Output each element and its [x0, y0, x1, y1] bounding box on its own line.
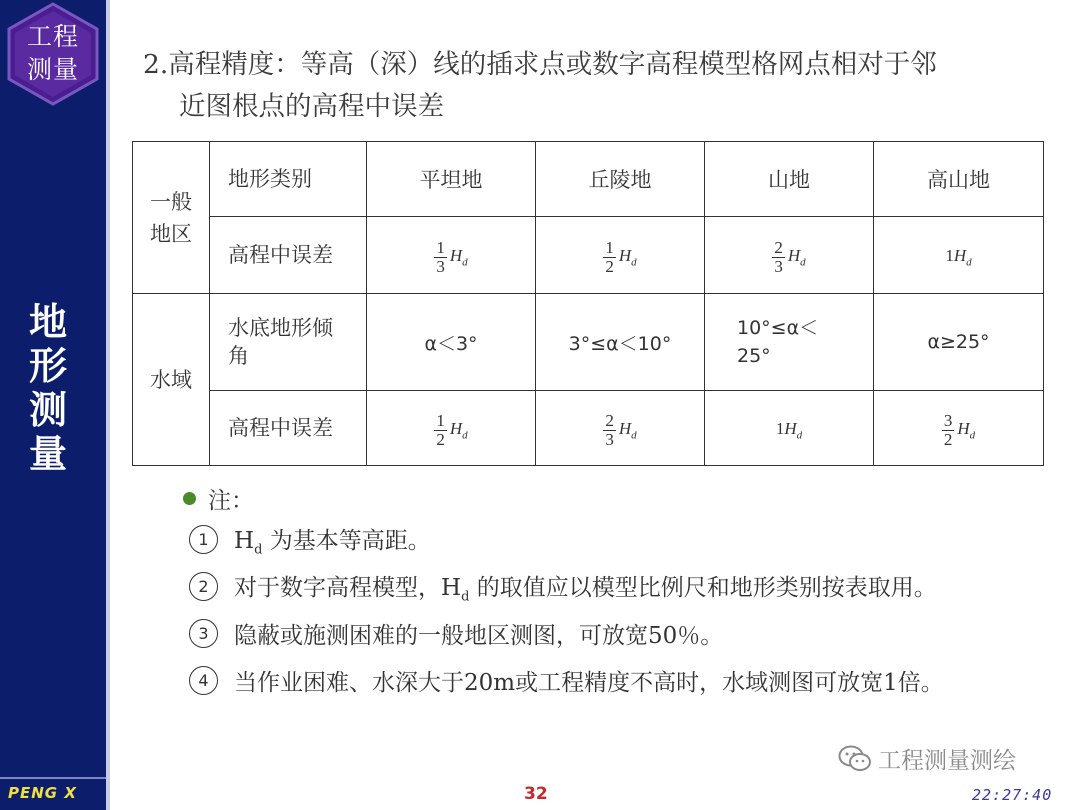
water-error-hilly: [536, 391, 705, 466]
frac-numerator: 1: [605, 238, 614, 257]
water-error-mountain: [705, 391, 874, 466]
frac-denominator: 3: [774, 257, 783, 276]
frac-numerator: 2: [605, 411, 614, 430]
h-subscript: d: [796, 429, 803, 442]
circled-number-icon: 2: [189, 572, 218, 601]
slope-high-mountain: α≥25°: [874, 294, 1044, 391]
slide-title: [143, 44, 1058, 128]
general-area-line2: 地区: [150, 221, 192, 246]
h-subscript: d: [462, 256, 468, 269]
general-area-cell: [133, 142, 210, 294]
note-item: [183, 563, 1063, 610]
general-error-hilly: [536, 217, 705, 294]
slope-flat: α＜3°: [367, 294, 536, 391]
watermark: [838, 742, 1016, 775]
terrain-type-high-mountain: 高山地: [874, 142, 1044, 217]
notes-heading: [183, 480, 1063, 516]
h-subscript: d: [966, 256, 972, 269]
notes-section: [183, 480, 1063, 704]
slope-label-line2: 角: [228, 344, 249, 368]
water-error-label: 高程中误差: [210, 391, 367, 466]
water-error-flat: [367, 391, 536, 466]
note-item: [183, 657, 1063, 704]
notes-heading-text: 注：: [208, 487, 254, 514]
general-error-flat: [367, 217, 536, 294]
frac-denominator: 2: [943, 430, 953, 449]
h-symbol: H: [618, 246, 632, 266]
general-error-high-mountain: [874, 217, 1044, 294]
frac-numerator: 2: [774, 238, 783, 257]
clock: 22:27:40: [972, 786, 1053, 804]
frac-denominator: 2: [436, 430, 445, 449]
badge-line2: 测量: [26, 55, 79, 84]
whole-coefficient: 1: [945, 245, 954, 265]
chapter-title: [18, 300, 78, 476]
terrain-type-mountain: 山地: [705, 142, 874, 217]
badge-line1: 工程: [26, 22, 79, 51]
slope-mountain-line1: 10°≤α＜: [737, 317, 819, 339]
section-badge: [6, 2, 100, 106]
note-item: [183, 610, 1063, 657]
terrain-type-label: 地形类别: [210, 142, 367, 217]
chapter-char: 测: [28, 388, 67, 432]
frac-denominator: 3: [605, 430, 614, 449]
bullet-icon: [183, 492, 196, 505]
terrain-type-flat: 平坦地: [367, 142, 536, 217]
water-error-high-mountain: [874, 391, 1044, 466]
slope-mountain: [705, 294, 874, 391]
general-area-line1: 一般: [150, 189, 192, 214]
note-item: [183, 516, 1063, 563]
chapter-char: 地: [28, 300, 67, 344]
whole-coefficient: 1: [775, 418, 785, 438]
terrain-type-hilly: 丘陵地: [536, 142, 705, 217]
frac-numerator: 1: [436, 411, 445, 430]
h-symbol: H: [957, 419, 970, 439]
h-subscript: d: [631, 256, 637, 269]
note-text: 对于数字高程模型，$H_d$ 的取值应以模型比例尺和地形类别按表取用。: [234, 574, 937, 605]
note-text: 当作业困难、水深大于20m或工程精度不高时，水域测图可放宽1倍。: [234, 670, 944, 696]
slope-hilly: 3°≤α＜10°: [536, 294, 705, 391]
h-symbol: H: [787, 246, 801, 266]
h-symbol: H: [953, 245, 967, 265]
wechat-icon: [838, 745, 872, 773]
general-error-mountain: [705, 217, 874, 294]
frac-denominator: 3: [436, 257, 445, 276]
h-symbol: H: [449, 419, 463, 439]
circled-number-icon: 3: [189, 619, 218, 648]
note-text: $H_d$ 为基本等高距。: [234, 527, 431, 558]
accuracy-table: [132, 141, 1044, 466]
slope-mountain-line2: 25°: [737, 345, 771, 367]
frac-denominator: 2: [605, 257, 614, 276]
h-symbol: H: [784, 418, 797, 438]
footer-rule: [0, 777, 106, 779]
chapter-char: 形: [28, 344, 67, 388]
h-subscript: d: [800, 256, 806, 269]
general-error-label: 高程中误差: [210, 217, 367, 294]
circled-number-icon: 1: [189, 525, 218, 554]
h-symbol: H: [449, 246, 463, 266]
frac-numerator: 1: [436, 238, 445, 257]
watermark-text: 工程测量测绘: [878, 748, 1016, 774]
title-line2: 近图根点的高程中误差: [179, 91, 444, 122]
author-label: PENG X: [8, 784, 77, 802]
chapter-char: 量: [28, 432, 67, 476]
slope-label-line1: 水底地形倾: [228, 316, 333, 340]
h-subscript: d: [969, 429, 976, 442]
water-area-cell: 水域: [133, 294, 210, 466]
h-subscript: d: [631, 429, 637, 442]
title-line1: 2.高程精度：等高（深）线的插求点或数字高程模型格网点相对于邻: [143, 49, 937, 80]
frac-numerator: 3: [943, 411, 953, 430]
sidebar-divider: [106, 0, 110, 810]
h-subscript: d: [462, 429, 468, 442]
h-symbol: H: [618, 419, 632, 439]
slope-label: [210, 294, 367, 391]
note-text: 隐蔽或施测困难的一般地区测图，可放宽50％。: [234, 623, 724, 649]
circled-number-icon: 4: [189, 666, 218, 695]
page-number: 32: [524, 784, 548, 804]
